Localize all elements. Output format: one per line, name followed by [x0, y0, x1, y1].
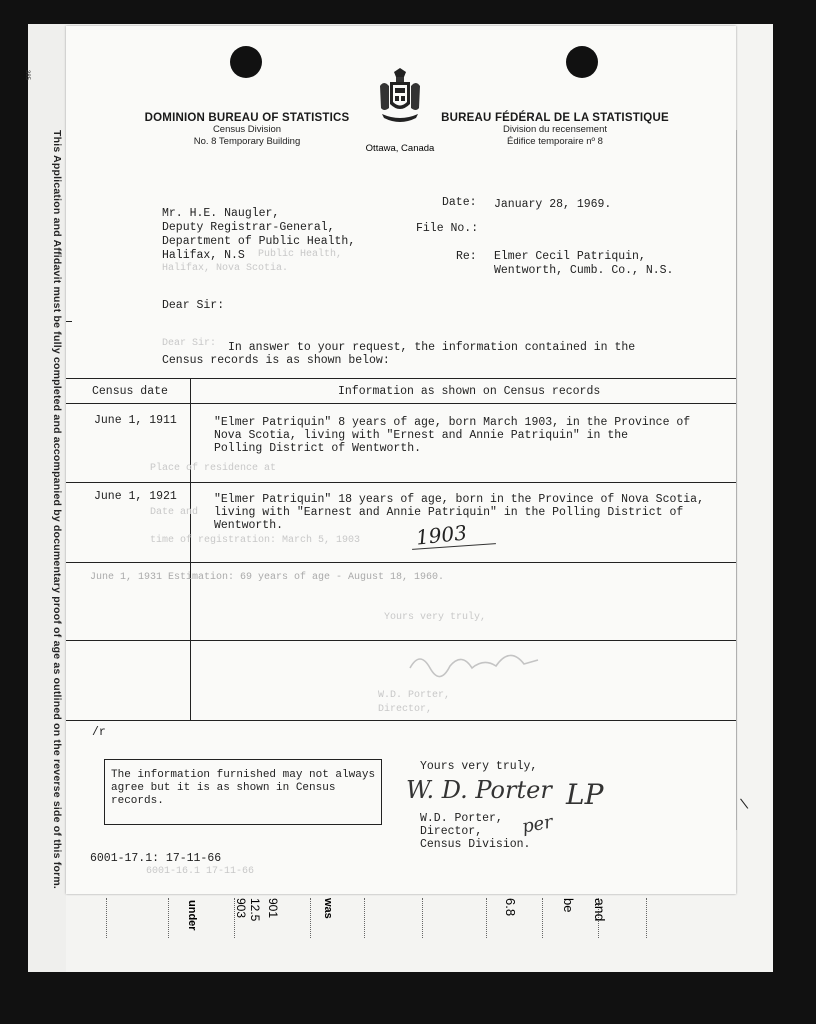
- row-1-date: June 1, 1911: [94, 414, 177, 427]
- closing-yours: Yours very truly,: [420, 760, 538, 773]
- date-value: January 28, 1969.: [494, 198, 612, 211]
- fragment-903: 903: [234, 898, 248, 919]
- header-en-title: DOMINION BUREAU OF STATISTICS: [144, 112, 350, 124]
- row-1-line: Polling District of Wentworth.: [214, 442, 422, 455]
- col-header-information: Information as shown on Census records: [338, 385, 601, 398]
- ghost-text: June 1, 1931 Estimation: 69 years of age - August 18, 1960.: [90, 572, 445, 583]
- signatory-division: Census Division.: [420, 838, 531, 851]
- row-2-line: Wentworth.: [214, 519, 284, 532]
- re-line: Wentworth, Cumb. Co., N.S.: [494, 264, 674, 277]
- notice-line: records.: [111, 795, 164, 807]
- fragment-6-8: 6.8: [503, 898, 518, 917]
- row-1-line: Nova Scotia, living with "Ernest and Annie Patriquin" in the: [214, 429, 629, 442]
- punch-hole-left: [230, 46, 262, 78]
- header-english: [138, 112, 356, 148]
- notice-line: The information furnished may not always: [111, 769, 376, 781]
- typist-initials: /r: [92, 726, 106, 739]
- header-en-line1: Census Division: [212, 124, 282, 135]
- header-fr-title: BUREAU FÉDÉRAL DE LA STATISTIQUE: [441, 112, 669, 124]
- re-line: Elmer Cecil Patriquin,: [494, 250, 646, 263]
- table-row-divider: [66, 562, 736, 563]
- handwritten-year: 1903: [414, 520, 469, 550]
- ghost-text: Public Health,: [258, 249, 343, 260]
- signatory-title: Director,: [420, 825, 483, 838]
- ghost-text: time of registration: March 5, 1903: [150, 535, 361, 546]
- table-row-divider: [66, 640, 736, 641]
- signature-per: per: [520, 811, 555, 838]
- coat-of-arms-icon: [378, 68, 422, 130]
- header-fr-line1: Division du recensement: [502, 124, 608, 135]
- header-french: [440, 112, 670, 148]
- header-en-line2: No. 8 Temporary Building: [193, 136, 301, 147]
- table-header-divider: [66, 403, 736, 404]
- signature: W. D. Porter: [406, 776, 552, 804]
- intro-text: [162, 341, 635, 367]
- census-table: [66, 378, 736, 379]
- notice-box: [104, 759, 382, 825]
- letter-sheet: [66, 26, 736, 894]
- ghost-text: W.D. Porter,: [378, 690, 451, 701]
- address-line: Deputy Registrar-General,: [162, 221, 335, 234]
- underlying-form-strip: [66, 894, 736, 968]
- address-line: Department of Public Health,: [162, 235, 356, 248]
- fragment-under: under: [186, 900, 198, 931]
- header-fr-line2: Édifice temporaire nº 8: [507, 136, 603, 147]
- col-header-census-date: Census date: [92, 385, 168, 398]
- ghost-text: Halifax, Nova Scotia.: [162, 263, 289, 274]
- file-label: File No.:: [416, 222, 479, 235]
- ghost-text: Yours very truly,: [384, 612, 487, 623]
- side-note: This Application and Affidavit must be fully completed and accompanied by documentary proof of age as outlined on the reverse side of this form.: [51, 130, 63, 890]
- ghost-text: 6001-16.1 17-11-66: [146, 866, 255, 877]
- row-1-info: [214, 416, 690, 455]
- re-label: Re:: [456, 250, 477, 263]
- ghost-text: Place of residence at: [150, 463, 277, 474]
- fragment-was: was: [322, 898, 334, 919]
- table-bottom-line: [66, 720, 736, 721]
- fragment-be: be: [561, 898, 576, 913]
- ghost-text: Date and: [150, 507, 199, 518]
- right-edge-line: [736, 130, 745, 830]
- signatory-name: W.D. Porter,: [420, 812, 503, 825]
- fragment-12-5: 12.5: [248, 898, 262, 922]
- fold-mark: [66, 321, 72, 322]
- ghost-text: Director,: [378, 704, 433, 715]
- row-1-line: "Elmer Patriquin" 8 years of age, born March 1903, in the Province of: [214, 416, 691, 429]
- notice-text: [111, 769, 375, 808]
- fragment-901: 901: [266, 898, 280, 919]
- ghost-signature: [406, 638, 546, 682]
- address-line: Mr. H.E. Naugler,: [162, 207, 280, 220]
- table-column-divider: [190, 378, 191, 720]
- intro-line: In answer to your request, the information contained in the: [228, 341, 636, 354]
- notice-line: agree but it is as shown in Census: [111, 782, 336, 794]
- table-row-divider: [66, 482, 736, 483]
- header-city: Ottawa, Canada: [365, 143, 435, 154]
- ghost-text: Dear Sir:: [162, 338, 217, 349]
- intro-line: Census records is as shown below:: [162, 354, 390, 367]
- date-label: Date:: [442, 196, 477, 209]
- signature-initials: LP: [566, 778, 604, 811]
- punch-hole-right: [566, 46, 598, 78]
- row-2-line: "Elmer Patriquin" 18 years of age, born in the Province of Nova Scotia,: [214, 493, 704, 506]
- row-2-line: living with "Earnest and Annie Patriquin" in the Polling District of: [214, 506, 684, 519]
- address-line: Halifax, N.S: [162, 249, 245, 262]
- side-code: 385: [24, 70, 30, 81]
- re-subject: [494, 250, 673, 278]
- edge-mark: \: [739, 795, 750, 813]
- salutation: Dear Sir:: [162, 299, 225, 312]
- signatory: [420, 812, 530, 851]
- form-number: 6001-17.1: 17-11-66: [90, 852, 222, 865]
- row-2-date: June 1, 1921: [94, 490, 177, 503]
- fragment-and: and: [592, 898, 608, 922]
